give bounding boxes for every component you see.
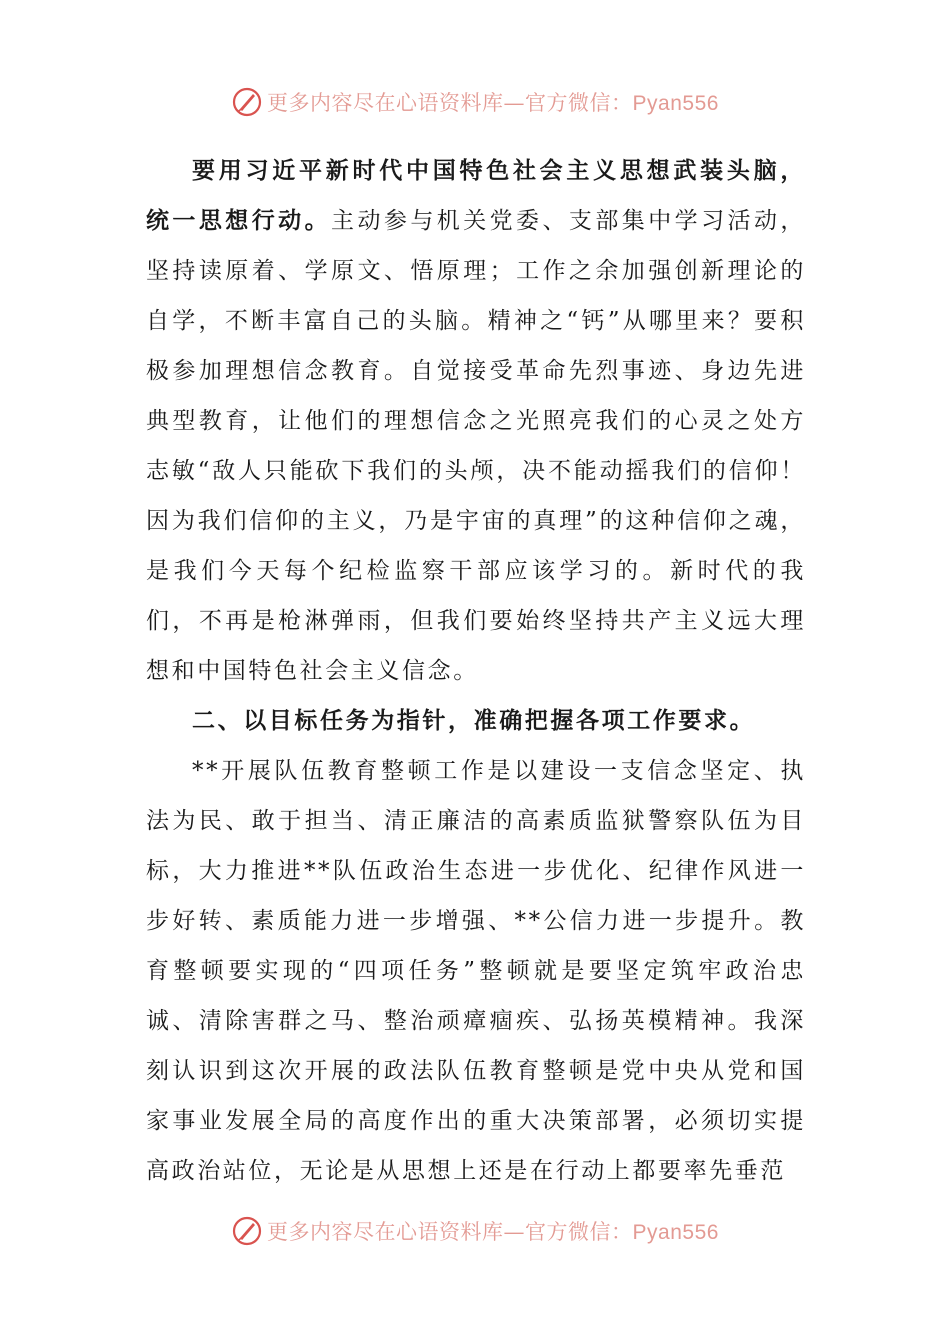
pen-quill-logo-icon (231, 86, 263, 118)
header-banner (0, 82, 950, 122)
paragraph-1-lead: 要用习近平新时代中国特色社会主义思想武装头脑，统一思想行动。 (146, 157, 806, 234)
banner-text: 更多内容尽在心语资料库—官方微信：Pyan556 (267, 91, 719, 115)
pen-quill-logo-icon (231, 1215, 263, 1247)
paragraph-1 (146, 146, 806, 696)
paragraph-1-text: 主动参与机关党委、支部集中学习活动，坚持读原着、学原文、悟原理；工作之余加强创新理论的自学，不断丰富自己的头脑。精神之“钙”从哪里来？要积极参加理想信念教育。自觉接受革命先烈事迹、身边先进典型教育，让他们的理想信念之光照亮我们的心灵之处方志敏“敌人只能砍下我们的头颅，决不能动摇我们的信仰！因为我们信仰的主义，乃是宇宙的真理”的这种信仰之魂，是我们今天每个纪检监察干部应该学习的。新时代的我们，不再是枪淋弹雨，但我们要始终坚持共产主义远大理想和中国特色社会主义信念。 (146, 208, 806, 684)
section-heading-2: 二、以目标任务为指针，准确把握各项工作要求。 (192, 707, 756, 734)
document-body (146, 146, 806, 1196)
paragraph-2: **开展队伍教育整顿工作是以建设一支信念坚定、执法为民、敢于担当、清正廉洁的高素质监狱警察队伍为目标，大力推进**队伍政治生态进一步优化、纪律作风进一步好转、素质能力进一步增强、**公信力进一步提升。教育整顿要实现的“四项任务”整顿就是要坚定筑牢政治忠诚、清除害群之马、整治顽瘴痼疾、弘扬英模精神。我深刻认识到这次开展的政法队伍教育整顿是党中央从党和国家事业发展全局的高度作出的重大决策部署，必须切实提高政治站位，无论是从思想上还是在行动上都要率先垂范 (146, 758, 806, 1184)
footer-banner (0, 1211, 950, 1251)
banner-text: 更多内容尽在心语资料库—官方微信：Pyan556 (267, 1220, 719, 1244)
